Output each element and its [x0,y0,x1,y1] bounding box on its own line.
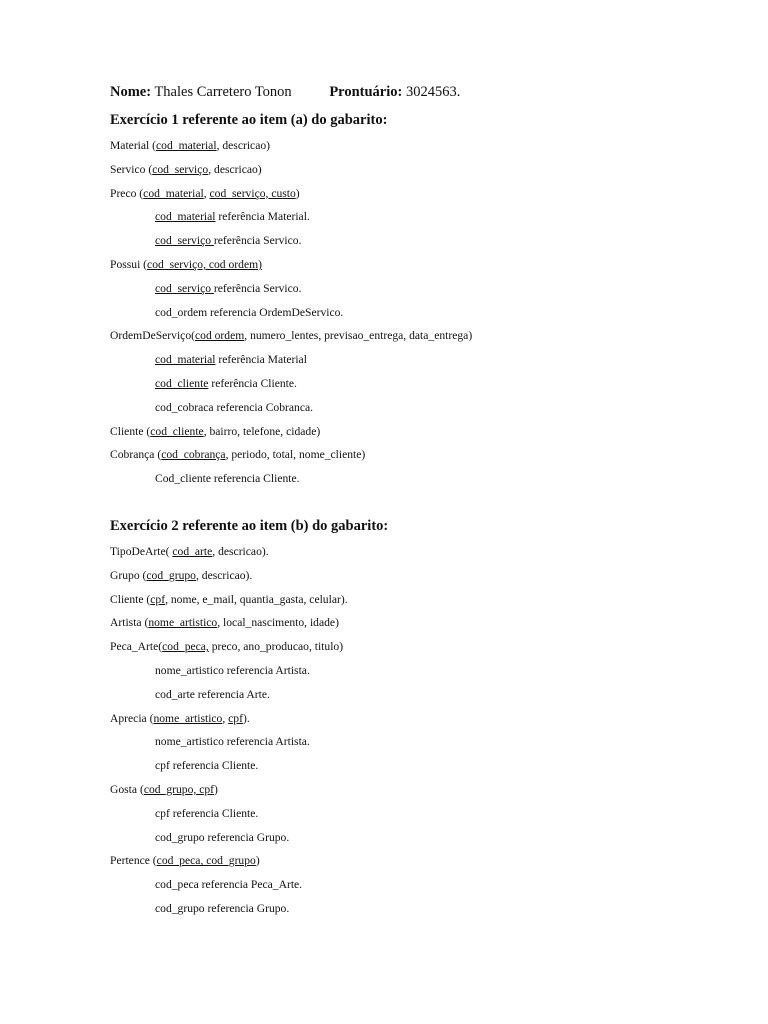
section-1-title: Exercício 1 referente ao item (a) do gabarito: [110,112,388,128]
key-attribute: cpf [228,711,243,725]
key-attribute: cod_cobrança [161,448,226,462]
schema-text: , numero_lentes, previsao_entrega, data_entrega) [244,329,473,343]
schema-text: , local_nascimento, idade) [217,616,339,630]
schema-text: , periodo, total, nome_cliente) [225,448,366,462]
schema-text: Preco ( [110,186,144,200]
schema-text: ) [214,782,218,796]
schema-text: referência Material. [215,210,310,224]
schema-constraint-line [110,730,348,754]
schema-constraint-line [110,396,472,420]
section-2-title: Exercício 2 referente ao item (b) do gabarito: [110,518,389,534]
schema-constraint-line [110,372,472,396]
key-attribute: cod_cliente [150,424,204,438]
schema-text: , descricao) [216,139,270,152]
prontuario-label: Prontuário: [329,84,403,100]
schema-relation-line [110,420,472,444]
schema-text: , nome, e_mail, quantia_gasta, celular). [165,592,348,606]
schema-constraint-line [110,683,348,707]
prontuario-value: 3024563. [405,84,461,100]
key-attribute: cod_arte [172,545,213,558]
schema-text: Possui ( [110,257,148,271]
schema-constraint-line [110,467,472,491]
schema-text: Servico ( [110,162,153,176]
schema-text: ) [295,186,300,200]
schema-constraint-line [110,826,348,850]
schema-text: Material ( [110,139,157,152]
schema-text: cpf referencia Cliente. [155,806,259,820]
schema-text: nome_artistico referencia Artista. [155,735,310,749]
schema-constraint-line [110,205,472,229]
schema-constraint-line [110,754,348,778]
key-attribute: cod_cliente [155,376,209,390]
schema-text: Cod_cliente referencia Cliente. [155,472,300,486]
schema-text: referência Servico. [213,281,302,295]
schema-relation-line [110,182,472,206]
schema-constraint-line [110,301,472,325]
key-attribute: cod_serviço [152,162,209,176]
schema-text: TipoDeArte( [110,545,173,558]
schema-constraint-line [110,873,348,897]
schema-text: cod_grupo referencia Grupo. [155,830,290,844]
schema-text: Aprecia ( [110,711,154,725]
schema-text: cod_peca referencia Peca_Arte. [155,878,303,892]
schema-relation-line [110,134,472,158]
schema-text: , bairro, telefone, cidade) [203,424,321,438]
section-2-schema-list [110,540,348,921]
schema-text: , descricao) [208,162,262,176]
schema-text: nome_artistico referencia Artista. [155,663,310,677]
schema-text: ) [255,854,260,868]
schema-constraint-line [110,659,348,683]
schema-text: Cobrança ( [110,448,162,462]
schema-relation-line [110,253,472,277]
schema-text: Gosta ( [110,782,144,796]
key-attribute: cod_serviço, custo [209,186,296,200]
section-1-schema-list [110,134,472,491]
schema-text: referência Material [215,353,307,367]
key-attribute: cod_grupo [146,568,196,582]
schema-text: cpf referencia Cliente. [155,759,259,773]
key-attribute: cpf [150,592,166,606]
name-label: Nome: [110,84,152,100]
schema-relation-line [110,849,348,873]
name-value: Thales Carretero Tonon [154,84,292,100]
key-attribute: cod_material [155,353,216,367]
schema-text: Cliente ( [110,592,151,606]
schema-relation-line [110,635,348,659]
schema-relation-line [110,707,348,731]
schema-relation-line [110,324,472,348]
key-attribute: cod_peca, cod_grupo [156,854,256,868]
key-attribute: nome_artistico [153,711,223,725]
schema-text: , [203,186,210,200]
key-attribute: cod_material [143,186,204,200]
schema-text: cod_arte referencia Arte. [155,687,270,701]
key-attribute: cod_serviço [155,281,214,295]
schema-text: referência Servico. [213,234,302,248]
schema-text: Peca_Arte( [110,640,163,654]
key-attribute: cod_peca, [162,640,209,654]
schema-text: Grupo ( [110,568,147,582]
key-attribute: nome_artistico [148,616,218,630]
schema-text: cod_cobraca referencia Cobranca. [155,400,314,414]
schema-text: , descricao). [212,545,269,558]
schema-relation-line [110,611,348,635]
key-attribute: cod_material [156,139,217,152]
schema-text: , [222,711,229,725]
schema-text: OrdemDeServiço( [110,329,195,343]
schema-relation-line [110,564,348,588]
schema-text: Artista ( [110,616,149,630]
schema-text: Pertence ( [110,854,157,868]
student-header [110,84,460,101]
schema-text: referência Cliente. [208,376,297,390]
schema-constraint-line [110,229,472,253]
schema-text: , descricao). [195,568,253,582]
schema-text: preco, ano_producao, titulo) [208,640,344,654]
schema-relation-line [110,443,472,467]
schema-constraint-line [110,897,348,921]
schema-relation-line [110,778,348,802]
key-attribute: cod_serviço, cod ordem) [147,257,262,271]
key-attribute: cod_material [155,210,216,224]
schema-text: Cliente ( [110,424,151,438]
schema-text: cod_grupo referencia Grupo. [155,901,290,915]
key-attribute: cod_serviço [155,234,214,248]
schema-constraint-line [110,277,472,301]
schema-constraint-line [110,348,472,372]
schema-constraint-line [110,802,348,826]
schema-text: cod_ordem referencia OrdemDeServico. [155,305,344,319]
schema-relation-line [110,588,348,612]
schema-relation-line [110,540,348,564]
schema-relation-line [110,158,472,182]
key-attribute: cod ordem [195,329,245,343]
key-attribute: cod_grupo, cpf [143,782,214,796]
schema-text: ). [242,711,250,725]
